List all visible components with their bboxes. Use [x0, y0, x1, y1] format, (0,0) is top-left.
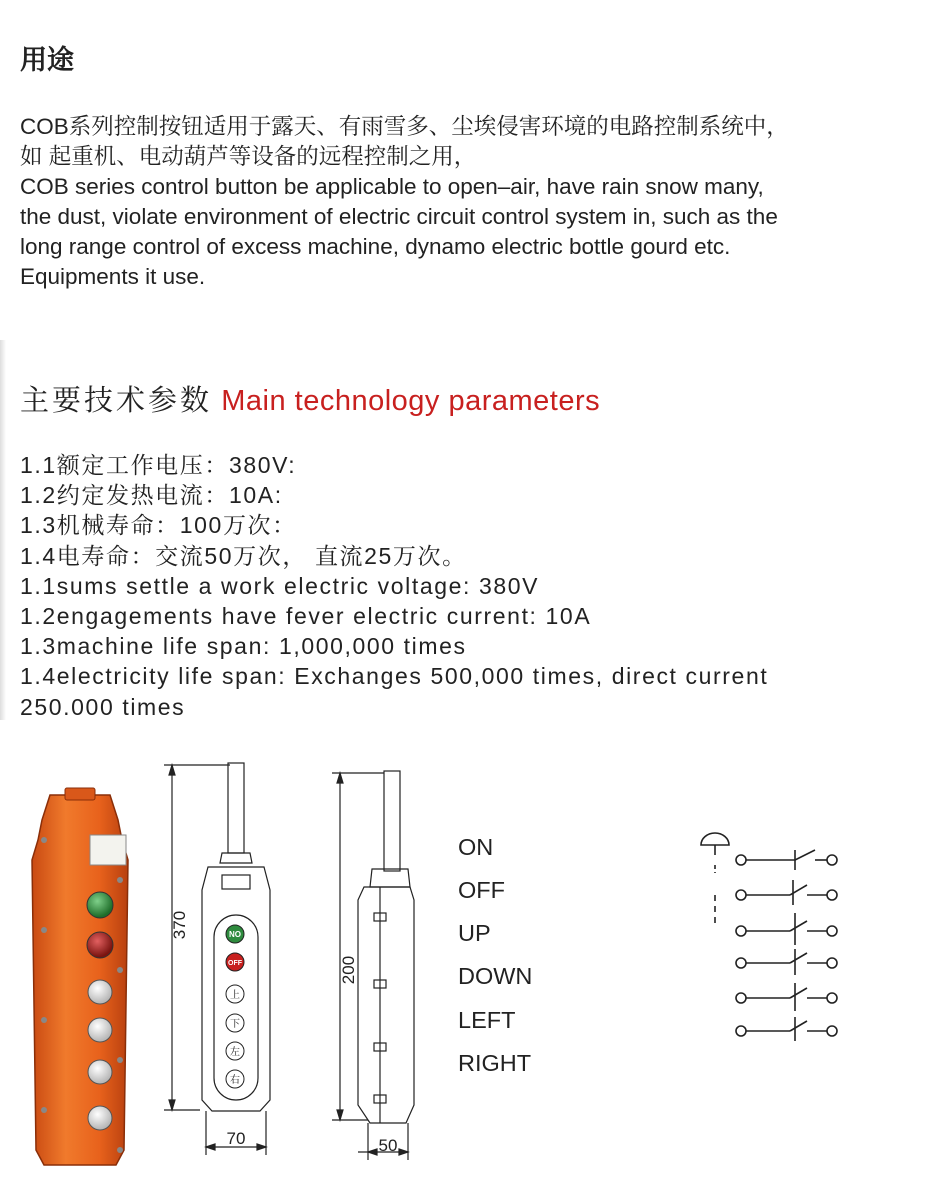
intro-line: COB series control button be applicable to open–air, have rain snow many,: [20, 174, 764, 199]
params-section-title: [20, 378, 600, 419]
emergency-stop-symbol: [701, 833, 729, 845]
front-buttons: [226, 925, 244, 1088]
function-label-on: ON: [458, 834, 494, 860]
width-dim-label: 50: [378, 1136, 398, 1155]
param-line: 1.3机械寿命：100万次：: [20, 512, 297, 539]
no-label: NO: [229, 930, 241, 939]
page-edge-shadow: [0, 340, 6, 720]
function-label-off: OFF: [458, 877, 505, 903]
cable: [228, 763, 244, 853]
param-line: 1.1sums settle a work electric voltage: 380V: [20, 572, 540, 599]
intro-line: long range control of excess machine, dynamo electric bottle gourd etc.: [20, 234, 731, 259]
right-button: [88, 1106, 112, 1130]
param-line: 1.4电寿命：交流50万次， 直流25万次。: [20, 542, 467, 569]
front-view-drawing: [160, 755, 290, 1160]
pendant-side-outline: [358, 887, 414, 1123]
param-line: 1.3machine life span: 1,000,000 times: [20, 633, 467, 660]
side-view-drawing: [328, 765, 428, 1165]
params-title-en: Main technology parameters: [221, 385, 601, 417]
right-glyph: 右: [230, 1075, 240, 1086]
product-photo: [20, 780, 140, 1170]
up-button: [88, 980, 112, 1004]
function-label-left: LEFT: [458, 1007, 516, 1033]
param-line: 1.1额定工作电压：380V:: [20, 452, 297, 478]
down-button: [88, 1018, 112, 1042]
intro-line: 如 起重机、电动葫芦等设备的远程控制之用，: [20, 144, 477, 169]
param-line: 1.2约定发热电流：10A:: [20, 482, 283, 509]
section-title-use: 用途: [20, 45, 74, 76]
param-line: 1.2engagements have fever electric current: 10A: [20, 603, 592, 630]
param-line: 250.000 times: [20, 693, 186, 720]
up-glyph: 上: [230, 990, 240, 1001]
intro-line: the dust, violate environment of electric circuit control system in, such as the: [20, 204, 778, 229]
red-button: [87, 932, 113, 958]
params-title-cn: 主要技术参数: [20, 383, 213, 417]
nameplate: [90, 835, 126, 865]
off-label: OFF: [228, 960, 242, 967]
intro-text: [20, 112, 920, 292]
param-line: 1.4electricity life span: Exchanges 500,000 times, direct current: [20, 663, 769, 690]
left-button: [88, 1060, 112, 1084]
intro-line: COB系列控制按钮适用于露天、有雨雪多、尘埃侵害环境的电路控制系统中，: [20, 114, 789, 139]
width-dim-label: 70: [226, 1129, 246, 1148]
intro-line: Equipments it use.: [20, 264, 206, 289]
cable-gland: [65, 788, 95, 800]
function-label-right: RIGHT: [458, 1050, 532, 1076]
down-glyph: 下: [230, 1019, 240, 1030]
params-list: [20, 450, 768, 722]
green-button: [87, 892, 113, 918]
cable: [384, 771, 400, 871]
height-dim-label: 370: [170, 910, 189, 940]
switch-schematic: [695, 825, 855, 1050]
function-label-up: UP: [458, 920, 491, 946]
height-dim-label: 200: [339, 955, 358, 985]
function-label-down: DOWN: [458, 963, 533, 989]
left-glyph: 左: [230, 1047, 240, 1058]
